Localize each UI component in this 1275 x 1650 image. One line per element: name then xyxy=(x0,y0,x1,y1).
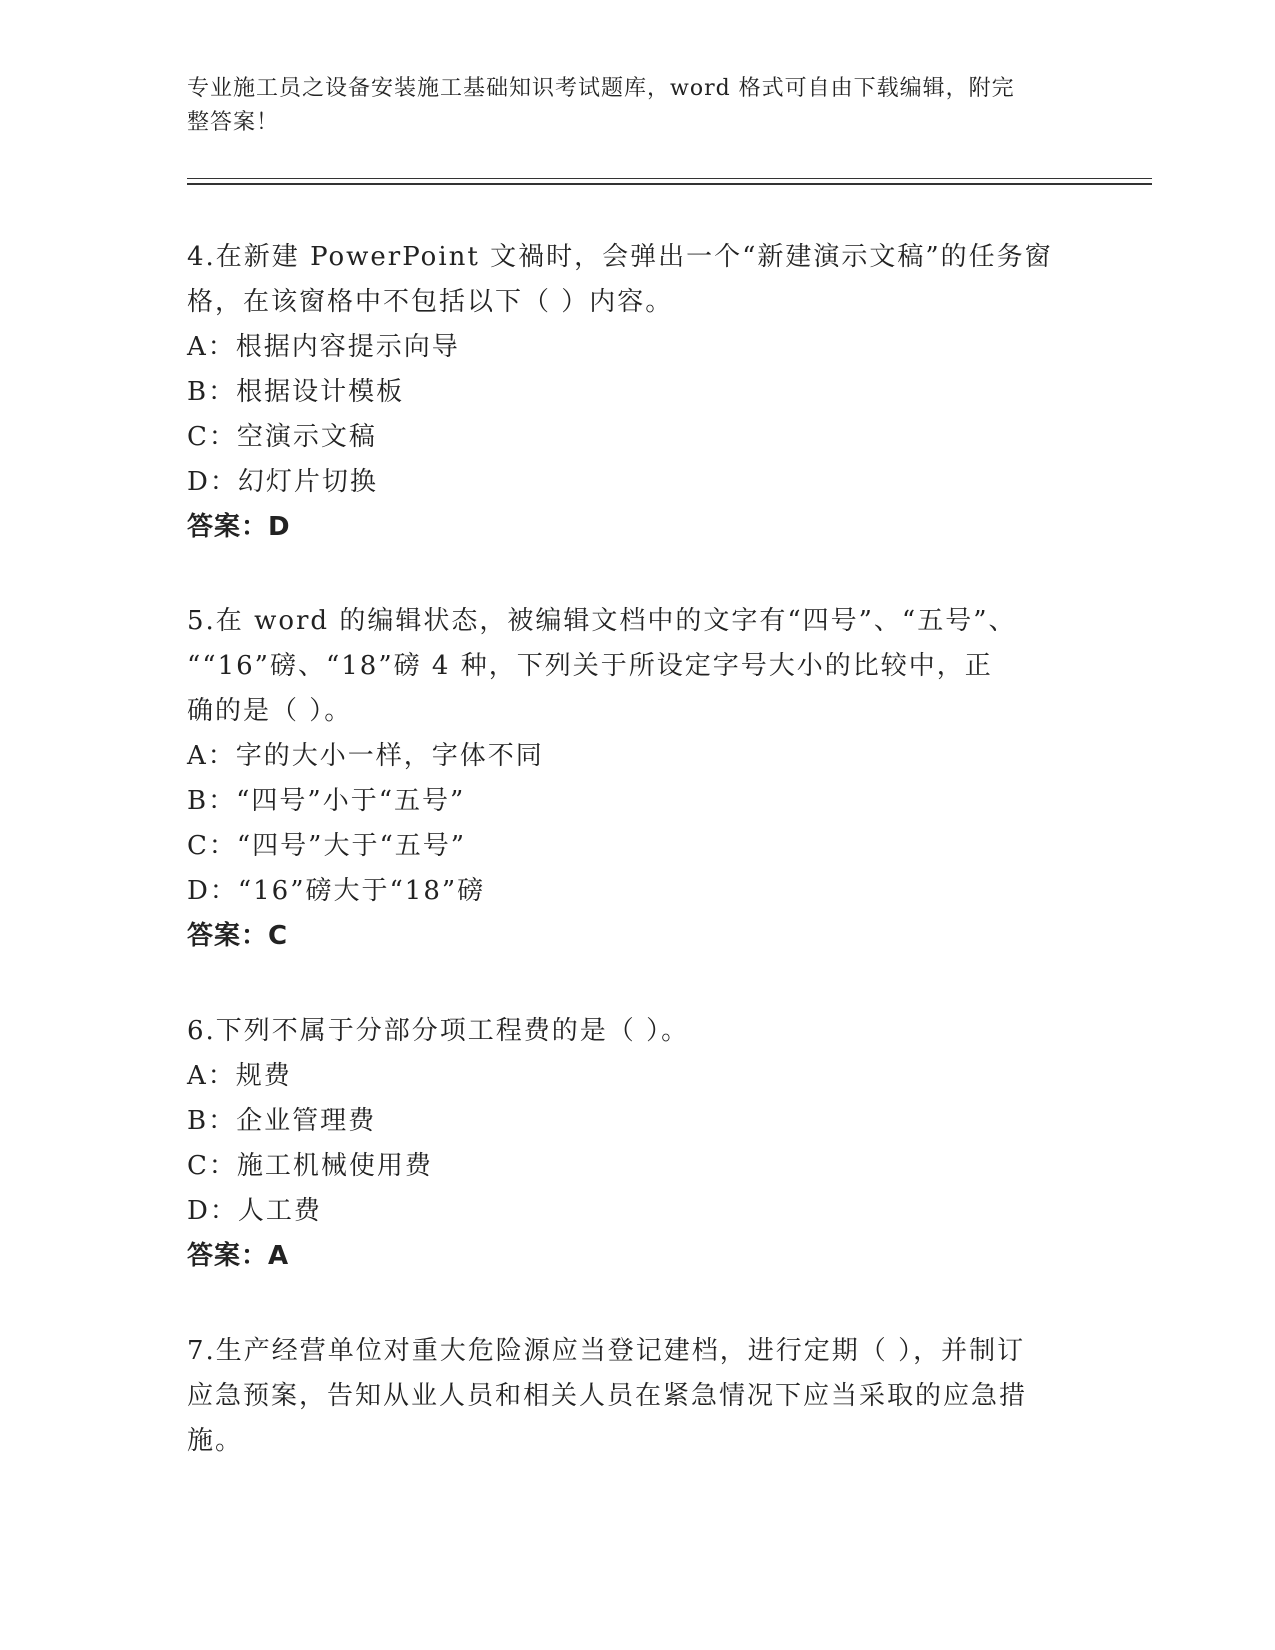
question-6 xyxy=(187,1009,1087,1279)
option-d: D：“16”磅大于“18”磅 xyxy=(187,876,486,906)
header-divider xyxy=(187,178,1152,179)
question-stem-line: ““16”磅、“18”磅 4 种，下列关于所设定字号大小的比较中，正 xyxy=(187,651,993,681)
option-b: B：企业管理费 xyxy=(187,1106,377,1136)
answer-line: 答案：A xyxy=(187,1241,290,1271)
option-a: A：根据内容提示向导 xyxy=(187,332,460,362)
question-5 xyxy=(187,599,1087,959)
question-stem-line: 5.在 word 的编辑状态，被编辑文档中的文字有“四号”、“五号”、 xyxy=(187,606,1017,636)
header-line: 整答案！ xyxy=(187,110,280,135)
question-4 xyxy=(187,235,1087,550)
answer-line: 答案：D xyxy=(187,512,291,542)
option-d: D：人工费 xyxy=(187,1196,322,1226)
option-b: B：根据设计模板 xyxy=(187,377,405,407)
question-stem-line: 应急预案，告知从业人员和相关人员在紧急情况下应当采取的应急措 xyxy=(187,1381,1028,1411)
question-stem-line: 6.下列不属于分部分项工程费的是（ ）。 xyxy=(187,1016,690,1046)
option-c: C：“四号”大于“五号” xyxy=(187,831,467,861)
option-c: C：施工机械使用费 xyxy=(187,1151,433,1181)
question-stem-line: 施。 xyxy=(187,1426,244,1456)
question-stem-line: 格，在该窗格中不包括以下（ ）内容。 xyxy=(187,287,674,317)
document-header xyxy=(187,72,1087,140)
option-c: C：空演示文稿 xyxy=(187,422,377,452)
question-stem-line: 确的是（ ）。 xyxy=(187,696,353,726)
answer-line: 答案：C xyxy=(187,921,289,951)
header-line: 专业施工员之设备安装施工基础知识考试题库，word 格式可自由下载编辑，附完 xyxy=(187,76,1015,101)
question-stem-line: 4.在新建 PowerPoint 文禍时，会弹出一个“新建演示文稿”的任务窗 xyxy=(187,242,1053,272)
option-a: A：规费 xyxy=(187,1061,292,1091)
question-stem-line: 7.生产经营单位对重大危险源应当登记建档，进行定期（ ），并制订 xyxy=(187,1336,1026,1366)
header-divider xyxy=(187,183,1152,185)
option-d: D：幻灯片切换 xyxy=(187,467,378,497)
option-a: A：字的大小一样，字体不同 xyxy=(187,741,544,771)
option-b: B：“四号”小于“五号” xyxy=(187,786,466,816)
question-7 xyxy=(187,1329,1087,1464)
